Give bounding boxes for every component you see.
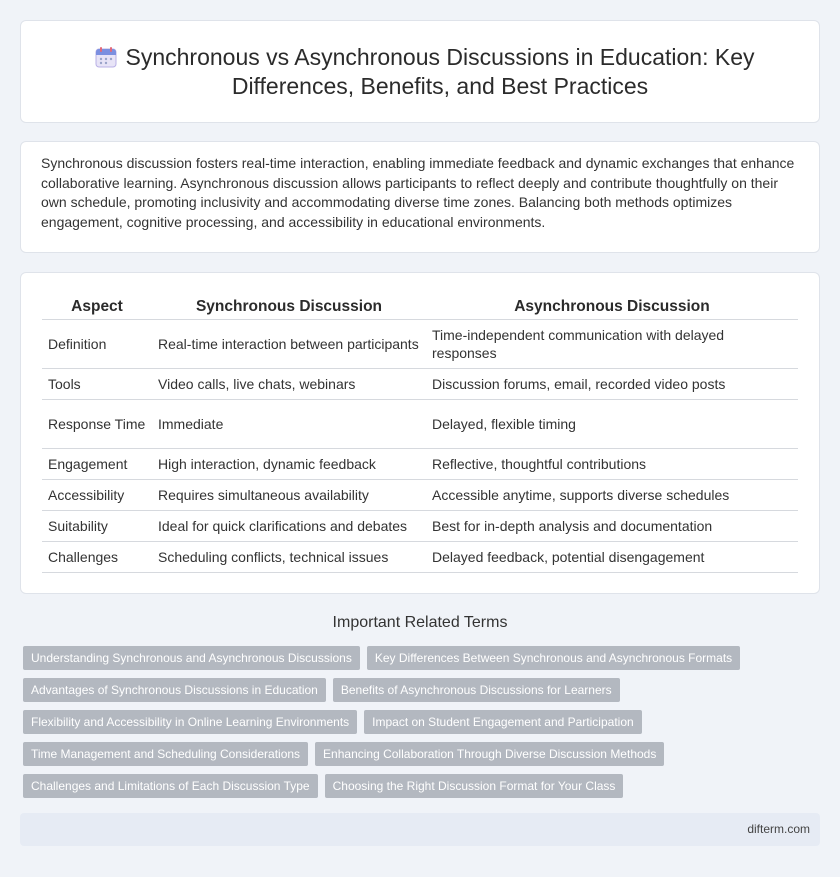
table-row	[42, 368, 798, 399]
site-name[interactable]: difterm.com	[747, 822, 810, 836]
related-term-tag[interactable]: Benefits of Asynchronous Discussions for Learners	[333, 678, 620, 702]
comparison-table	[42, 295, 798, 573]
page-title: Synchronous vs Asynchronous Discussions in Education: Key Differences, Benefits, and Best Practices	[125, 43, 755, 99]
cell-synchronous: Scheduling conflicts, technical issues	[152, 541, 426, 572]
header-asynchronous: Asynchronous Discussion	[426, 295, 798, 319]
cell-asynchronous: Time-independent communication with delayed responses	[426, 319, 798, 368]
cell-aspect: Definition	[42, 319, 152, 368]
cell-aspect: Tools	[42, 368, 152, 399]
related-term-tag[interactable]: Flexibility and Accessibility in Online Learning Environments	[23, 710, 357, 734]
cell-asynchronous: Delayed, flexible timing	[426, 399, 798, 448]
related-term-tag[interactable]: Key Differences Between Synchronous and Asynchronous Formats	[367, 646, 740, 670]
cell-asynchronous: Reflective, thoughtful contributions	[426, 448, 798, 479]
related-term-tag[interactable]: Understanding Synchronous and Asynchronous Discussions	[23, 646, 360, 670]
cell-aspect: Engagement	[42, 448, 152, 479]
related-terms-heading: Important Related Terms	[332, 614, 508, 631]
related-term-tag[interactable]: Enhancing Collaboration Through Diverse Discussion Methods	[315, 742, 664, 766]
cell-aspect: Response Time	[42, 399, 152, 448]
related-term-tag[interactable]: Challenges and Limitations of Each Discussion Type	[23, 774, 318, 798]
cell-aspect: Suitability	[42, 510, 152, 541]
table-header-row	[42, 295, 798, 319]
cell-synchronous: Immediate	[152, 399, 426, 448]
cell-asynchronous: Discussion forums, email, recorded video posts	[426, 368, 798, 399]
table-row	[42, 510, 798, 541]
related-terms-list	[23, 646, 743, 806]
cell-synchronous: Requires simultaneous availability	[152, 479, 426, 510]
cell-asynchronous: Accessible anytime, supports diverse schedules	[426, 479, 798, 510]
cell-synchronous: Video calls, live chats, webinars	[152, 368, 426, 399]
table-row	[42, 399, 798, 448]
header-synchronous: Synchronous Discussion	[152, 295, 426, 319]
intro-card	[20, 141, 820, 253]
related-term-tag[interactable]: Time Management and Scheduling Considerations	[23, 742, 308, 766]
related-term-tag[interactable]: Choosing the Right Discussion Format for Your Class	[325, 774, 624, 798]
cell-synchronous: Ideal for quick clarifications and debates	[152, 510, 426, 541]
cell-synchronous: Real-time interaction between participants	[152, 319, 426, 368]
cell-asynchronous: Best for in-depth analysis and documentation	[426, 510, 798, 541]
related-term-tag[interactable]: Advantages of Synchronous Discussions in Education	[23, 678, 326, 702]
cell-aspect: Accessibility	[42, 479, 152, 510]
table-row	[42, 479, 798, 510]
title-card	[20, 20, 820, 123]
table-row	[42, 319, 798, 368]
intro-text: Synchronous discussion fosters real-time interaction, enabling immediate feedback and dynamic exchanges that enhance collaborative learning. Asynchronous discussion allows participants to reflect deeply and contribute thoughtfully on their own schedule, promoting inclusivity and accommodating diverse time zones. Balancing both methods optimizes engagement, cognitive processing, and accessibility in educational environments.	[41, 155, 795, 230]
cell-aspect: Challenges	[42, 541, 152, 572]
header-aspect: Aspect	[42, 295, 152, 319]
footer	[20, 813, 820, 846]
related-term-tag[interactable]: Impact on Student Engagement and Participation	[364, 710, 642, 734]
table-row	[42, 541, 798, 572]
cell-synchronous: High interaction, dynamic feedback	[152, 448, 426, 479]
comparison-card	[20, 272, 820, 594]
table-row	[42, 448, 798, 479]
cell-asynchronous: Delayed feedback, potential disengagement	[426, 541, 798, 572]
